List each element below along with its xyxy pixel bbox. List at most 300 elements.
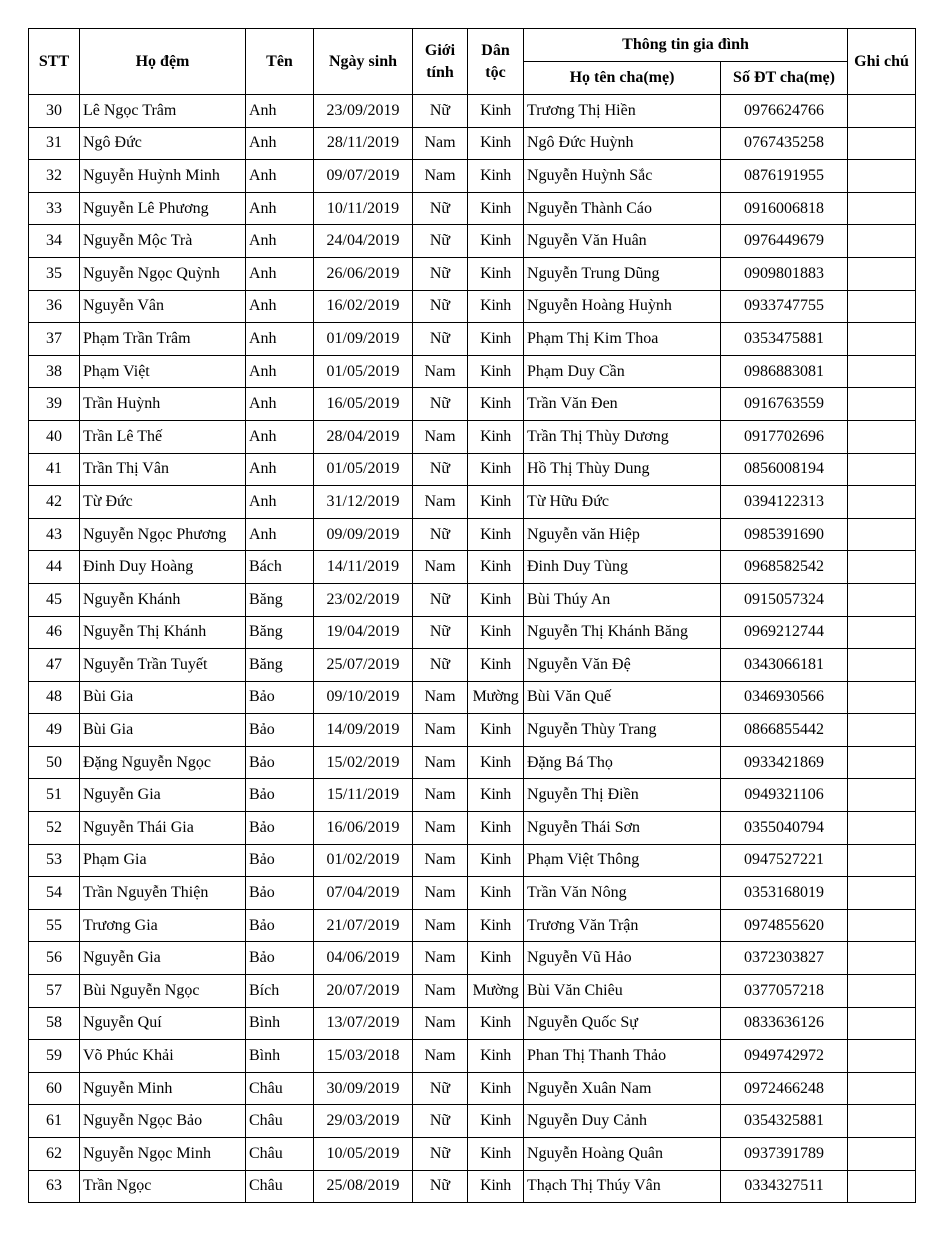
ten-cell: Anh <box>246 323 314 356</box>
ho-dem-cell: Lê Ngọc Trâm <box>80 95 246 128</box>
ghi-chu-cell <box>848 486 916 519</box>
ngay-sinh-cell: 24/04/2019 <box>314 225 413 258</box>
ho-dem-cell: Nguyễn Thái Gia <box>80 812 246 845</box>
ghi-chu-cell <box>848 518 916 551</box>
gioi-tinh-cell: Nữ <box>413 290 468 323</box>
so-dt-cell: 0947527221 <box>721 844 848 877</box>
ho-ten-cha-me-cell: Nguyễn văn Hiệp <box>524 518 721 551</box>
ho-ten-cha-me-cell: Nguyễn Thị Khánh Băng <box>524 616 721 649</box>
ho-ten-cha-me-cell: Ngô Đức Huỳnh <box>524 127 721 160</box>
table-row <box>29 323 916 356</box>
table-row <box>29 518 916 551</box>
ghi-chu-cell <box>848 779 916 812</box>
ngay-sinh-cell: 23/02/2019 <box>314 583 413 616</box>
ghi-chu-cell <box>848 909 916 942</box>
dan-toc-cell: Kinh <box>468 551 524 584</box>
table-header <box>29 29 916 95</box>
so-dt-cell: 0968582542 <box>721 551 848 584</box>
ho-ten-cha-me-cell: Nguyễn Thành Cáo <box>524 192 721 225</box>
ghi-chu-cell <box>848 877 916 910</box>
dan-toc-cell: Kinh <box>468 1170 524 1203</box>
table-row <box>29 583 916 616</box>
stt-cell: 45 <box>29 583 80 616</box>
ngay-sinh-cell: 07/04/2019 <box>314 877 413 910</box>
dan-toc-cell: Kinh <box>468 257 524 290</box>
ho-dem-cell: Nguyễn Ngọc Minh <box>80 1138 246 1171</box>
table-row <box>29 649 916 682</box>
ho-dem-cell: Nguyễn Ngọc Bảo <box>80 1105 246 1138</box>
stt-cell: 41 <box>29 453 80 486</box>
ho-ten-cha-me-cell: Bùi Văn Chiêu <box>524 975 721 1008</box>
ho-dem-cell: Trần Lê Thế <box>80 420 246 453</box>
dan-toc-cell: Kinh <box>468 616 524 649</box>
ten-cell: Băng <box>246 616 314 649</box>
ho-ten-cha-me-cell: Phạm Thị Kim Thoa <box>524 323 721 356</box>
ho-ten-cha-me-cell: Hồ Thị Thùy Dung <box>524 453 721 486</box>
ho-dem-cell: Bùi Gia <box>80 681 246 714</box>
gioi-tinh-cell: Nam <box>413 746 468 779</box>
so-dt-cell: 0933421869 <box>721 746 848 779</box>
ghi-chu-cell <box>848 1170 916 1203</box>
ten-cell: Anh <box>246 127 314 160</box>
gioi-tinh-cell: Nam <box>413 160 468 193</box>
dan-toc-cell: Kinh <box>468 746 524 779</box>
ngay-sinh-cell: 04/06/2019 <box>314 942 413 975</box>
ngay-sinh-cell: 31/12/2019 <box>314 486 413 519</box>
gioi-tinh-cell: Nữ <box>413 192 468 225</box>
stt-cell: 58 <box>29 1007 80 1040</box>
ghi-chu-cell <box>848 649 916 682</box>
header-ho-dem: Họ đệm <box>80 29 246 95</box>
table-row <box>29 192 916 225</box>
table-row <box>29 388 916 421</box>
table-row <box>29 681 916 714</box>
stt-cell: 48 <box>29 681 80 714</box>
dan-toc-cell: Kinh <box>468 486 524 519</box>
so-dt-cell: 0355040794 <box>721 812 848 845</box>
stt-cell: 40 <box>29 420 80 453</box>
so-dt-cell: 0876191955 <box>721 160 848 193</box>
ngay-sinh-cell: 21/07/2019 <box>314 909 413 942</box>
header-ten: Tên <box>246 29 314 95</box>
dan-toc-cell: Kinh <box>468 779 524 812</box>
ghi-chu-cell <box>848 192 916 225</box>
ho-dem-cell: Nguyễn Huỳnh Minh <box>80 160 246 193</box>
gioi-tinh-cell: Nữ <box>413 1170 468 1203</box>
table-row <box>29 616 916 649</box>
ten-cell: Bảo <box>246 909 314 942</box>
ho-dem-cell: Ngô Đức <box>80 127 246 160</box>
so-dt-cell: 0394122313 <box>721 486 848 519</box>
table-row <box>29 714 916 747</box>
ngay-sinh-cell: 09/09/2019 <box>314 518 413 551</box>
header-ho-ten-cha-me: Họ tên cha(mẹ) <box>524 62 721 95</box>
ngay-sinh-cell: 16/05/2019 <box>314 388 413 421</box>
so-dt-cell: 0354325881 <box>721 1105 848 1138</box>
so-dt-cell: 0986883081 <box>721 355 848 388</box>
stt-cell: 44 <box>29 551 80 584</box>
stt-cell: 56 <box>29 942 80 975</box>
ten-cell: Anh <box>246 192 314 225</box>
dan-toc-cell: Kinh <box>468 1007 524 1040</box>
ten-cell: Anh <box>246 160 314 193</box>
gioi-tinh-cell: Nam <box>413 355 468 388</box>
ten-cell: Anh <box>246 225 314 258</box>
dan-toc-cell: Kinh <box>468 518 524 551</box>
gioi-tinh-cell: Nam <box>413 681 468 714</box>
ten-cell: Anh <box>246 355 314 388</box>
stt-cell: 60 <box>29 1072 80 1105</box>
stt-cell: 53 <box>29 844 80 877</box>
ho-dem-cell: Nguyễn Mộc Trà <box>80 225 246 258</box>
table-row <box>29 453 916 486</box>
so-dt-cell: 0866855442 <box>721 714 848 747</box>
gioi-tinh-cell: Nữ <box>413 1138 468 1171</box>
ten-cell: Bảo <box>246 812 314 845</box>
ghi-chu-cell <box>848 1072 916 1105</box>
ho-dem-cell: Bùi Gia <box>80 714 246 747</box>
gioi-tinh-cell: Nữ <box>413 453 468 486</box>
ten-cell: Bảo <box>246 779 314 812</box>
ngay-sinh-cell: 09/07/2019 <box>314 160 413 193</box>
ten-cell: Bảo <box>246 942 314 975</box>
table-row <box>29 877 916 910</box>
ho-ten-cha-me-cell: Nguyễn Thái Sơn <box>524 812 721 845</box>
stt-cell: 61 <box>29 1105 80 1138</box>
ho-ten-cha-me-cell: Nguyễn Xuân Nam <box>524 1072 721 1105</box>
dan-toc-cell: Kinh <box>468 420 524 453</box>
stt-cell: 51 <box>29 779 80 812</box>
table-row <box>29 1040 916 1073</box>
header-thong-tin-gia-dinh: Thông tin gia đình <box>524 29 848 62</box>
ngay-sinh-cell: 01/02/2019 <box>314 844 413 877</box>
ten-cell: Băng <box>246 649 314 682</box>
header-gioi-tinh: Giới tính <box>413 29 468 95</box>
stt-cell: 54 <box>29 877 80 910</box>
ho-dem-cell: Nguyễn Trần Tuyết <box>80 649 246 682</box>
gioi-tinh-cell: Nam <box>413 1040 468 1073</box>
ho-ten-cha-me-cell: Bùi Thúy An <box>524 583 721 616</box>
stt-cell: 32 <box>29 160 80 193</box>
ghi-chu-cell <box>848 160 916 193</box>
dan-toc-cell: Kinh <box>468 225 524 258</box>
student-roster-table <box>28 28 916 1203</box>
ghi-chu-cell <box>848 453 916 486</box>
ho-dem-cell: Nguyễn Khánh <box>80 583 246 616</box>
ho-ten-cha-me-cell: Nguyễn Hoàng Quân <box>524 1138 721 1171</box>
ho-ten-cha-me-cell: Thạch Thị Thúy Vân <box>524 1170 721 1203</box>
ngay-sinh-cell: 26/06/2019 <box>314 257 413 290</box>
stt-cell: 36 <box>29 290 80 323</box>
so-dt-cell: 0974855620 <box>721 909 848 942</box>
dan-toc-cell: Kinh <box>468 844 524 877</box>
so-dt-cell: 0972466248 <box>721 1072 848 1105</box>
ho-ten-cha-me-cell: Bùi Văn Quế <box>524 681 721 714</box>
ho-ten-cha-me-cell: Nguyễn Duy Cảnh <box>524 1105 721 1138</box>
ten-cell: Anh <box>246 95 314 128</box>
ten-cell: Anh <box>246 486 314 519</box>
dan-toc-cell: Kinh <box>468 160 524 193</box>
gioi-tinh-cell: Nam <box>413 844 468 877</box>
ngay-sinh-cell: 09/10/2019 <box>314 681 413 714</box>
ghi-chu-cell <box>848 714 916 747</box>
gioi-tinh-cell: Nữ <box>413 388 468 421</box>
table-row <box>29 1105 916 1138</box>
ho-dem-cell: Trương Gia <box>80 909 246 942</box>
dan-toc-cell: Kinh <box>468 95 524 128</box>
ho-ten-cha-me-cell: Trần Văn Nông <box>524 877 721 910</box>
ngay-sinh-cell: 23/09/2019 <box>314 95 413 128</box>
gioi-tinh-cell: Nữ <box>413 1072 468 1105</box>
ten-cell: Bảo <box>246 877 314 910</box>
gioi-tinh-cell: Nam <box>413 486 468 519</box>
table-row <box>29 1138 916 1171</box>
table-row <box>29 225 916 258</box>
so-dt-cell: 0949742972 <box>721 1040 848 1073</box>
so-dt-cell: 0372303827 <box>721 942 848 975</box>
gioi-tinh-cell: Nữ <box>413 518 468 551</box>
ten-cell: Bảo <box>246 746 314 779</box>
gioi-tinh-cell: Nữ <box>413 95 468 128</box>
table-row <box>29 844 916 877</box>
ngay-sinh-cell: 13/07/2019 <box>314 1007 413 1040</box>
ho-ten-cha-me-cell: Nguyễn Thùy Trang <box>524 714 721 747</box>
ho-dem-cell: Nguyễn Ngọc Quỳnh <box>80 257 246 290</box>
table-row <box>29 486 916 519</box>
ghi-chu-cell <box>848 1105 916 1138</box>
ghi-chu-cell <box>848 975 916 1008</box>
table-row <box>29 942 916 975</box>
dan-toc-cell: Kinh <box>468 583 524 616</box>
ho-dem-cell: Nguyễn Vân <box>80 290 246 323</box>
ten-cell: Bảo <box>246 681 314 714</box>
ho-dem-cell: Trần Nguyễn Thiện <box>80 877 246 910</box>
ho-ten-cha-me-cell: Nguyễn Văn Huân <box>524 225 721 258</box>
table-row <box>29 160 916 193</box>
header-so-dt-cha-me: Số ĐT cha(mẹ) <box>721 62 848 95</box>
ngay-sinh-cell: 28/04/2019 <box>314 420 413 453</box>
table-row <box>29 420 916 453</box>
dan-toc-cell: Kinh <box>468 192 524 225</box>
so-dt-cell: 0916006818 <box>721 192 848 225</box>
so-dt-cell: 0343066181 <box>721 649 848 682</box>
stt-cell: 43 <box>29 518 80 551</box>
ho-ten-cha-me-cell: Đặng Bá Thọ <box>524 746 721 779</box>
ten-cell: Bình <box>246 1040 314 1073</box>
so-dt-cell: 0915057324 <box>721 583 848 616</box>
ghi-chu-cell <box>848 583 916 616</box>
ho-dem-cell: Nguyễn Lê Phương <box>80 192 246 225</box>
table-row <box>29 1072 916 1105</box>
ngay-sinh-cell: 10/05/2019 <box>314 1138 413 1171</box>
dan-toc-cell: Kinh <box>468 942 524 975</box>
gioi-tinh-cell: Nam <box>413 1007 468 1040</box>
gioi-tinh-cell: Nữ <box>413 225 468 258</box>
stt-cell: 57 <box>29 975 80 1008</box>
dan-toc-cell: Kinh <box>468 714 524 747</box>
stt-cell: 52 <box>29 812 80 845</box>
ho-dem-cell: Trần Thị Vân <box>80 453 246 486</box>
stt-cell: 63 <box>29 1170 80 1203</box>
ho-ten-cha-me-cell: Phạm Việt Thông <box>524 844 721 877</box>
ghi-chu-cell <box>848 355 916 388</box>
ten-cell: Châu <box>246 1072 314 1105</box>
dan-toc-cell: Kinh <box>468 1138 524 1171</box>
dan-toc-cell: Kinh <box>468 453 524 486</box>
stt-cell: 35 <box>29 257 80 290</box>
ho-dem-cell: Nguyễn Gia <box>80 779 246 812</box>
ho-dem-cell: Võ Phúc Khải <box>80 1040 246 1073</box>
table-row <box>29 812 916 845</box>
ghi-chu-cell <box>848 1138 916 1171</box>
ghi-chu-cell <box>848 290 916 323</box>
stt-cell: 42 <box>29 486 80 519</box>
so-dt-cell: 0985391690 <box>721 518 848 551</box>
so-dt-cell: 0377057218 <box>721 975 848 1008</box>
table-row <box>29 746 916 779</box>
table-body <box>29 95 916 1203</box>
ho-ten-cha-me-cell: Từ Hữu Đức <box>524 486 721 519</box>
ho-ten-cha-me-cell: Nguyễn Vũ Hảo <box>524 942 721 975</box>
gioi-tinh-cell: Nam <box>413 779 468 812</box>
so-dt-cell: 0856008194 <box>721 453 848 486</box>
table-row <box>29 909 916 942</box>
table-row <box>29 290 916 323</box>
ghi-chu-cell <box>848 844 916 877</box>
stt-cell: 47 <box>29 649 80 682</box>
so-dt-cell: 0917702696 <box>721 420 848 453</box>
so-dt-cell: 0833636126 <box>721 1007 848 1040</box>
gioi-tinh-cell: Nữ <box>413 257 468 290</box>
ho-ten-cha-me-cell: Trần Thị Thùy Dương <box>524 420 721 453</box>
ho-dem-cell: Phạm Trần Trâm <box>80 323 246 356</box>
ngay-sinh-cell: 01/05/2019 <box>314 355 413 388</box>
ten-cell: Châu <box>246 1105 314 1138</box>
stt-cell: 49 <box>29 714 80 747</box>
gioi-tinh-cell: Nữ <box>413 649 468 682</box>
ho-ten-cha-me-cell: Trương Thị Hiền <box>524 95 721 128</box>
gioi-tinh-cell: Nữ <box>413 323 468 356</box>
so-dt-cell: 0949321106 <box>721 779 848 812</box>
ngay-sinh-cell: 30/09/2019 <box>314 1072 413 1105</box>
stt-cell: 62 <box>29 1138 80 1171</box>
stt-cell: 33 <box>29 192 80 225</box>
ngay-sinh-cell: 28/11/2019 <box>314 127 413 160</box>
ghi-chu-cell <box>848 388 916 421</box>
dan-toc-cell: Kinh <box>468 323 524 356</box>
so-dt-cell: 0937391789 <box>721 1138 848 1171</box>
ngay-sinh-cell: 25/08/2019 <box>314 1170 413 1203</box>
stt-cell: 55 <box>29 909 80 942</box>
ten-cell: Băng <box>246 583 314 616</box>
ngay-sinh-cell: 16/06/2019 <box>314 812 413 845</box>
ho-dem-cell: Đinh Duy Hoàng <box>80 551 246 584</box>
table-row <box>29 551 916 584</box>
gioi-tinh-cell: Nữ <box>413 1105 468 1138</box>
ho-ten-cha-me-cell: Nguyễn Trung Dũng <box>524 257 721 290</box>
ho-ten-cha-me-cell: Trần Văn Đen <box>524 388 721 421</box>
stt-cell: 31 <box>29 127 80 160</box>
ho-dem-cell: Nguyễn Quí <box>80 1007 246 1040</box>
ten-cell: Anh <box>246 290 314 323</box>
ten-cell: Anh <box>246 420 314 453</box>
ten-cell: Anh <box>246 453 314 486</box>
stt-cell: 39 <box>29 388 80 421</box>
dan-toc-cell: Kinh <box>468 1072 524 1105</box>
gioi-tinh-cell: Nam <box>413 551 468 584</box>
stt-cell: 34 <box>29 225 80 258</box>
table-row <box>29 95 916 128</box>
header-stt: STT <box>29 29 80 95</box>
so-dt-cell: 0909801883 <box>721 257 848 290</box>
dan-toc-cell: Kinh <box>468 909 524 942</box>
dan-toc-cell: Kinh <box>468 812 524 845</box>
ten-cell: Bình <box>246 1007 314 1040</box>
ghi-chu-cell <box>848 1007 916 1040</box>
dan-toc-cell: Kinh <box>468 127 524 160</box>
stt-cell: 38 <box>29 355 80 388</box>
ten-cell: Anh <box>246 518 314 551</box>
ho-ten-cha-me-cell: Đinh Duy Tùng <box>524 551 721 584</box>
ho-dem-cell: Nguyễn Minh <box>80 1072 246 1105</box>
header-ghi-chu: Ghi chú <box>848 29 916 95</box>
gioi-tinh-cell: Nữ <box>413 583 468 616</box>
ho-ten-cha-me-cell: Nguyễn Huỳnh Sắc <box>524 160 721 193</box>
ho-ten-cha-me-cell: Nguyễn Hoàng Huỳnh <box>524 290 721 323</box>
ngay-sinh-cell: 15/03/2018 <box>314 1040 413 1073</box>
dan-toc-cell: Mường <box>468 681 524 714</box>
so-dt-cell: 0933747755 <box>721 290 848 323</box>
ngay-sinh-cell: 19/04/2019 <box>314 616 413 649</box>
table-row <box>29 1007 916 1040</box>
ho-dem-cell: Phạm Việt <box>80 355 246 388</box>
table-row <box>29 779 916 812</box>
ten-cell: Anh <box>246 388 314 421</box>
gioi-tinh-cell: Nữ <box>413 616 468 649</box>
ho-dem-cell: Nguyễn Thị Khánh <box>80 616 246 649</box>
ho-dem-cell: Nguyễn Gia <box>80 942 246 975</box>
ho-ten-cha-me-cell: Nguyễn Văn Đệ <box>524 649 721 682</box>
ngay-sinh-cell: 25/07/2019 <box>314 649 413 682</box>
dan-toc-cell: Kinh <box>468 649 524 682</box>
ngay-sinh-cell: 10/11/2019 <box>314 192 413 225</box>
ngay-sinh-cell: 14/09/2019 <box>314 714 413 747</box>
ghi-chu-cell <box>848 420 916 453</box>
ngay-sinh-cell: 15/02/2019 <box>314 746 413 779</box>
gioi-tinh-cell: Nam <box>413 420 468 453</box>
ho-dem-cell: Trần Ngọc <box>80 1170 246 1203</box>
ghi-chu-cell <box>848 127 916 160</box>
dan-toc-cell: Kinh <box>468 290 524 323</box>
ho-dem-cell: Đặng Nguyễn Ngọc <box>80 746 246 779</box>
gioi-tinh-cell: Nam <box>413 942 468 975</box>
ten-cell: Châu <box>246 1138 314 1171</box>
gioi-tinh-cell: Nam <box>413 812 468 845</box>
so-dt-cell: 0353475881 <box>721 323 848 356</box>
stt-cell: 59 <box>29 1040 80 1073</box>
ho-ten-cha-me-cell: Nguyễn Thị Điền <box>524 779 721 812</box>
ho-dem-cell: Nguyễn Ngọc Phương <box>80 518 246 551</box>
gioi-tinh-cell: Nam <box>413 714 468 747</box>
stt-cell: 37 <box>29 323 80 356</box>
ngay-sinh-cell: 01/05/2019 <box>314 453 413 486</box>
so-dt-cell: 0916763559 <box>721 388 848 421</box>
dan-toc-cell: Kinh <box>468 388 524 421</box>
ten-cell: Bảo <box>246 714 314 747</box>
ho-dem-cell: Phạm Gia <box>80 844 246 877</box>
dan-toc-cell: Kinh <box>468 355 524 388</box>
dan-toc-cell: Kinh <box>468 877 524 910</box>
